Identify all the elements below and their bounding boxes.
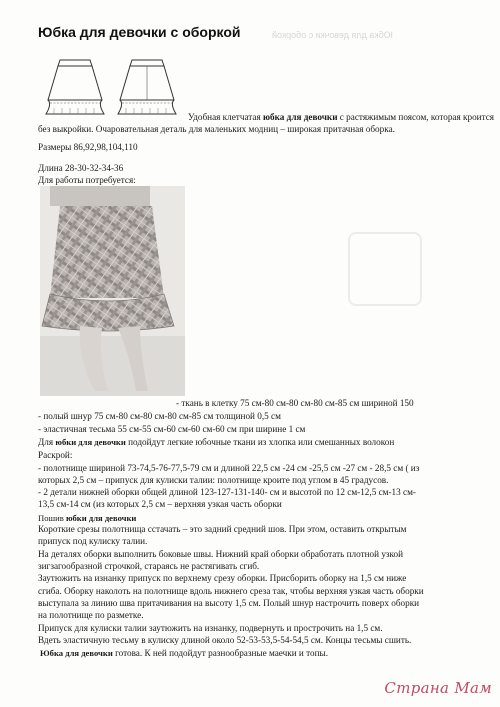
materials-item-cord: - полый шнур 75 см-80 см-80 см-80 см-85 см толщиной 0,5 см bbox=[38, 411, 281, 421]
sewing-line-10: Вдеть эластичную тесьму в кулиску длиной около 52-53-53,5-54-54,5 см. Концы тесьмы сшить. bbox=[38, 635, 412, 645]
bleed-through-text: Юбка для девочки с оборкой bbox=[272, 30, 393, 40]
cutting-line-3: - 2 детали нижней оборки общей длиной 123-127-131-140- см и высотой по 12 см-12,5 см-13 см- bbox=[38, 487, 416, 497]
sewing-line-1: Короткие срезы полотнища сстачать – это задний средний шов. При этом, оставить открытым bbox=[38, 524, 407, 534]
sewing-heading: Пошив юбки для девочки bbox=[38, 513, 137, 523]
sewing-line-6: сгиба. Оборку наколоть на полотнище вдоль нижнего среза так, чтобы верхняя узкая часть оборки bbox=[38, 586, 424, 596]
sewing-line-2: припуск под кулиску талии. bbox=[38, 536, 148, 546]
sewing-line-3: На деталях оборки выполнить боковые швы. Нижний край оборки обработать плотной узкой bbox=[38, 549, 404, 559]
sewing-line-5: Заутюжить на изнанку припуск по верхнему срезу оборки. Присборить оборку на 1,5 см ниже bbox=[38, 573, 407, 583]
sizes: Размеры 86,92,98,104,110 bbox=[38, 142, 138, 152]
sewing-line-4: зигзагообразной строчкой, стараясь не растягивать сгиб. bbox=[38, 561, 260, 571]
fabric-note: Для юбки для девочки подойдут легкие юбочные ткани из хлопка или смешанных волокон bbox=[38, 437, 395, 447]
cutting-line-2: которых 2,5 см – припуск для кулиски талии: полотнище кроите под углом в 45 градусов. bbox=[38, 475, 389, 485]
site-logo: Страна Мам bbox=[384, 679, 492, 697]
final-note: Юбка для девочки готова. К ней подойдут разнообразные маечки и топы. bbox=[40, 648, 329, 658]
sewing-line-8: на полотнище по разметке. bbox=[38, 610, 144, 620]
bleed-through-mark bbox=[348, 232, 422, 306]
cutting-line-1: - полотнище шириной 73-74,5-76-77,5-79 см и длиной 22,5 см -24 см -25,5 см -27 см - 28,5 см ( из bbox=[38, 463, 420, 473]
materials-heading: Для работы потребуется: bbox=[38, 175, 136, 185]
page-title: Юбка для девочки с оборкой bbox=[38, 24, 241, 40]
sewing-line-9: Припуск для кулиски талии заутюжить на изнанку, подвернуть и прострочить на 1,5 см. bbox=[38, 623, 383, 633]
intro-line-2: без выкройки. Очаровательная деталь для маленьких модниц – широкая притачная оборка. bbox=[38, 124, 395, 134]
materials-item-fabric: - ткань в клетку 75 см-80 см-80 см-80 см-85 см шириной 150 bbox=[176, 398, 414, 408]
length: Длина 28-30-32-34-36 bbox=[38, 163, 124, 173]
materials-item-elastic: - эластичная тесьма 55 см-55 см-60 см-60 см-60 см при ширине 1 см bbox=[38, 424, 306, 434]
sewing-line-7: выступала за линию шва притачивания на высоту 1,5 см. Полый шнур настрочить поверх оборки bbox=[38, 598, 420, 608]
cutting-line-4: 13,5 см-14 см (из которых 2,5 см – верхняя узкая часть оборки bbox=[38, 499, 282, 509]
cutting-heading: Раскрой: bbox=[38, 450, 73, 460]
skirt-front-sketch bbox=[40, 56, 110, 118]
skirt-back-sketch bbox=[112, 56, 182, 118]
skirt-photo bbox=[40, 186, 185, 396]
intro-line-1: Удобная клетчатая юбка для девочки с растяжимым поясом, которая кроится bbox=[188, 112, 495, 122]
